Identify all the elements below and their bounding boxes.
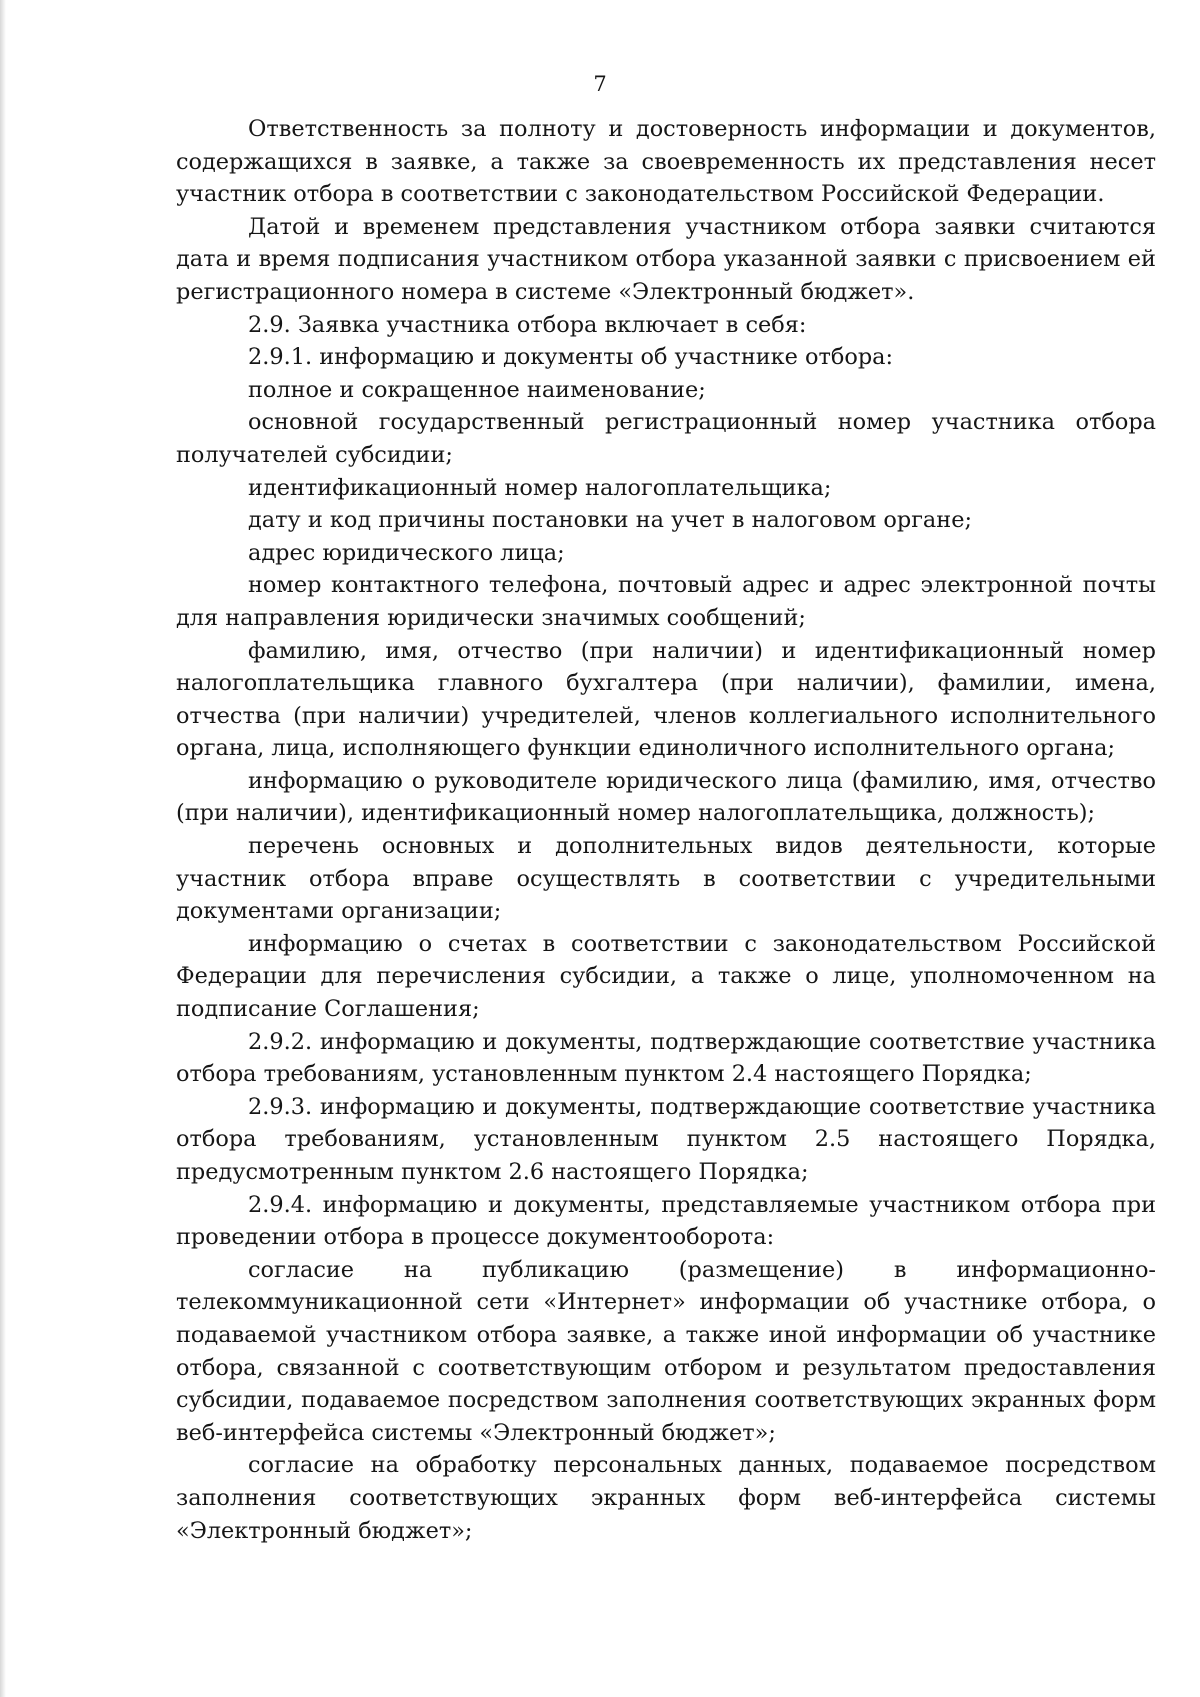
paragraph-full-name: полное и сокращенное наименование;	[248, 376, 706, 403]
paragraph-head-info: информацию о руководителе юридического лица (фамилию, имя, отчество (при наличии), идентификационный номер налогоплательщика, должность);	[176, 767, 1156, 827]
paragraph-2-9-3: 2.9.3. информацию и документы, подтверждающие соответствие участника отбора требованиям, установленным пунктом 2.5 настоящего Порядка, предусмотренным пунктом 2.6 настоящего Порядка;	[176, 1093, 1156, 1185]
paragraph-contacts: номер контактного телефона, почтовый адрес и адрес электронной почты для направления юридически значимых сообщений;	[176, 572, 1156, 631]
paragraph-submission-date: Датой и временем представления участником отбора заявки считаются дата и время подписания участником отбора указанной заявки с присвоением ей регистрационного номера в системе «Электронный бюджет».	[176, 213, 1156, 305]
scan-edge	[0, 0, 6, 1697]
paragraph-2-9: 2.9. Заявка участника отбора включает в себя:	[248, 311, 807, 338]
paragraph-ogrn: основной государственный регистрационный номер участника отбора получателей субсидии;	[176, 409, 1156, 468]
paragraph-2-9-2: 2.9.2. информацию и документы, подтверждающие соответствие участника отбора требованиям, установленным пунктом 2.4 настоящего Порядка;	[176, 1028, 1156, 1088]
paragraph-accounts: информацию о счетах в соответствии с законодательством Российской Федерации для перечисления субсидии, а также о лице, уполномоченном на подписание Соглашения;	[176, 930, 1156, 1023]
paragraph-2-9-1: 2.9.1. информацию и документы об участнике отбора:	[248, 344, 894, 371]
paragraph-activities: перечень основных и дополнительных видов деятельности, которые участник отбора вправе осуществлять в соответствии с учредительными документами организации;	[176, 833, 1156, 925]
paragraph-legal-address: адрес юридического лица;	[248, 539, 565, 566]
paragraph-inn: идентификационный номер налогоплательщика;	[248, 474, 832, 501]
paragraph-accountant-founders: фамилию, имя, отчество (при наличии) и идентификационный номер налогоплательщика главного бухгалтера (при наличии), фамилии, имена, отчества (при наличии) учредителей, членов коллегиального исполнительного органа, лица, исполняющего функции единоличного исполнительного органа;	[176, 637, 1156, 762]
paragraph-kpp: дату и код причины постановки на учет в налоговом органе;	[248, 507, 972, 534]
paragraph-2-9-4: 2.9.4. информацию и документы, представляемые участником отбора при проведении отбора в процессе документооборота:	[176, 1191, 1156, 1251]
paragraph-responsibility: Ответственность за полноту и достоверность информации и документов, содержащихся в заявке, а также за своевременность их представления несет участник отбора в соответствии с законодательством Российской Федерации.	[176, 116, 1156, 208]
paragraph-publication-consent: согласие на публикацию (размещение) в информационно-телекоммуникационной сети «Интернет» информации об участнике отбора, о подаваемой участником отбора заявке, а также иной информации об участнике отбора, связанной с соответствующим отбором и результатом предоставления субсидии, подаваемое посредством заполнения соответствующих экранных форм веб-интерфейса системы «Электронный бюджет»;	[176, 1256, 1156, 1446]
page-number: 7	[593, 72, 607, 96]
document-body	[176, 113, 1156, 1547]
paragraph-personal-data-consent: согласие на обработку персональных данных, подаваемое посредством заполнения соответствующих экранных форм веб-интерфейса системы «Электронный бюджет»;	[176, 1452, 1156, 1544]
